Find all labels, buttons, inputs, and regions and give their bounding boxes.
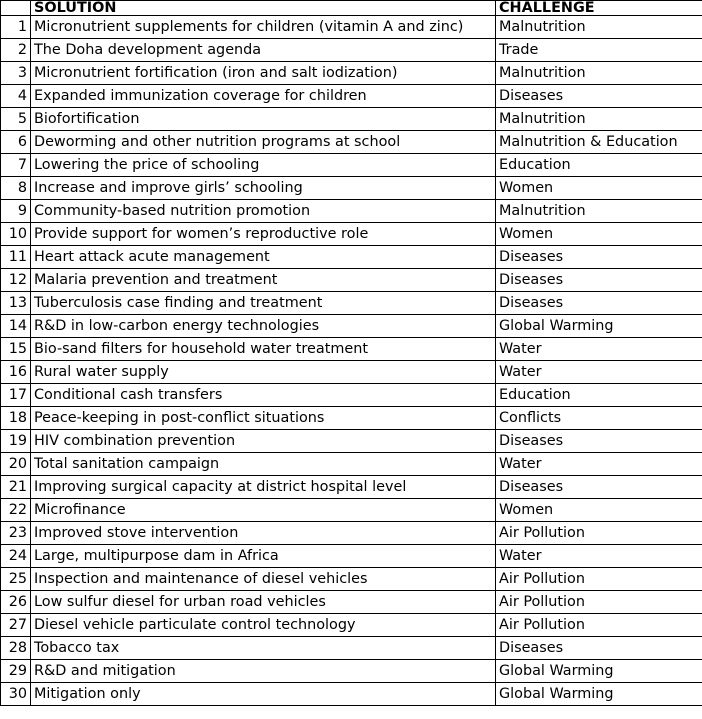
solution-cell: Micronutrient fortification (iron and salt iodization) <box>31 62 496 85</box>
row-number-cell: 20 <box>1 453 31 476</box>
challenge-cell: Women <box>496 499 702 522</box>
challenge-cell: Malnutrition <box>496 16 702 39</box>
challenge-header: CHALLENGE <box>496 1 702 16</box>
table-row <box>1 246 702 269</box>
challenge-cell: Diseases <box>496 292 702 315</box>
challenge-cell: Women <box>496 177 702 200</box>
table-row <box>1 16 702 39</box>
row-number-cell: 4 <box>1 85 31 108</box>
solution-cell: Total sanitation campaign <box>31 453 496 476</box>
table-row <box>1 269 702 292</box>
solution-cell: R&D and mitigation <box>31 660 496 683</box>
row-number-cell: 10 <box>1 223 31 246</box>
row-number-cell: 6 <box>1 131 31 154</box>
challenge-cell: Water <box>496 338 702 361</box>
table-row <box>1 407 702 430</box>
row-number-cell: 16 <box>1 361 31 384</box>
row-number-cell: 9 <box>1 200 31 223</box>
table-row <box>1 338 702 361</box>
table-row <box>1 200 702 223</box>
solution-cell: The Doha development agenda <box>31 39 496 62</box>
challenge-cell: Conflicts <box>496 407 702 430</box>
table-row <box>1 384 702 407</box>
solution-cell: Microfinance <box>31 499 496 522</box>
table-row <box>1 62 702 85</box>
challenge-cell: Diseases <box>496 476 702 499</box>
table-row <box>1 108 702 131</box>
solution-header: SOLUTION <box>31 1 496 16</box>
row-number-cell: 22 <box>1 499 31 522</box>
challenge-cell: Water <box>496 545 702 568</box>
row-number-cell: 2 <box>1 39 31 62</box>
row-number-cell: 19 <box>1 430 31 453</box>
row-number-cell: 28 <box>1 637 31 660</box>
row-number-cell: 3 <box>1 62 31 85</box>
row-number-cell: 23 <box>1 522 31 545</box>
row-number-cell: 18 <box>1 407 31 430</box>
table-row <box>1 637 702 660</box>
challenge-cell: Global Warming <box>496 660 702 683</box>
challenge-cell: Global Warming <box>496 315 702 338</box>
solution-cell: HIV combination prevention <box>31 430 496 453</box>
solution-cell: Tobacco tax <box>31 637 496 660</box>
challenge-cell: Education <box>496 154 702 177</box>
table-row <box>1 522 702 545</box>
challenge-cell: Women <box>496 223 702 246</box>
table-row <box>1 499 702 522</box>
solution-cell: Improving surgical capacity at district hospital level <box>31 476 496 499</box>
solution-cell: Conditional cash transfers <box>31 384 496 407</box>
table-row <box>1 453 702 476</box>
solution-cell: Heart attack acute management <box>31 246 496 269</box>
challenge-cell: Air Pollution <box>496 522 702 545</box>
solution-cell: Biofortification <box>31 108 496 131</box>
table-row <box>1 476 702 499</box>
row-number-cell: 5 <box>1 108 31 131</box>
header-row <box>1 1 702 16</box>
solution-cell: R&D in low-carbon energy technologies <box>31 315 496 338</box>
row-number-cell: 14 <box>1 315 31 338</box>
solution-cell: Bio-sand filters for household water treatment <box>31 338 496 361</box>
challenge-cell: Education <box>496 384 702 407</box>
challenge-cell: Trade <box>496 39 702 62</box>
solution-cell: Malaria prevention and treatment <box>31 269 496 292</box>
table-row <box>1 591 702 614</box>
challenge-cell: Diseases <box>496 246 702 269</box>
row-number-cell: 11 <box>1 246 31 269</box>
solution-cell: Large, multipurpose dam in Africa <box>31 545 496 568</box>
table-row <box>1 614 702 637</box>
row-number-cell: 12 <box>1 269 31 292</box>
table-row <box>1 223 702 246</box>
solution-cell: Low sulfur diesel for urban road vehicles <box>31 591 496 614</box>
challenge-cell: Diseases <box>496 430 702 453</box>
table-row <box>1 430 702 453</box>
number-header <box>1 1 31 16</box>
row-number-cell: 7 <box>1 154 31 177</box>
challenge-cell: Malnutrition <box>496 200 702 223</box>
table-row <box>1 660 702 683</box>
table-row <box>1 85 702 108</box>
table-row <box>1 154 702 177</box>
challenge-cell: Diseases <box>496 637 702 660</box>
challenge-cell: Water <box>496 453 702 476</box>
row-number-cell: 26 <box>1 591 31 614</box>
solution-cell: Deworming and other nutrition programs at school <box>31 131 496 154</box>
challenge-cell: Water <box>496 361 702 384</box>
solution-cell: Inspection and maintenance of diesel vehicles <box>31 568 496 591</box>
solution-cell: Improved stove intervention <box>31 522 496 545</box>
row-number-cell: 27 <box>1 614 31 637</box>
solution-cell: Lowering the price of schooling <box>31 154 496 177</box>
solution-cell: Micronutrient supplements for children (vitamin A and zinc) <box>31 16 496 39</box>
challenge-cell: Global Warming <box>496 683 702 706</box>
row-number-cell: 13 <box>1 292 31 315</box>
solution-cell: Diesel vehicle particulate control technology <box>31 614 496 637</box>
challenge-cell: Malnutrition <box>496 108 702 131</box>
row-number-cell: 30 <box>1 683 31 706</box>
challenge-cell: Malnutrition <box>496 62 702 85</box>
solution-cell: Peace-keeping in post-conflict situations <box>31 407 496 430</box>
row-number-cell: 1 <box>1 16 31 39</box>
row-number-cell: 17 <box>1 384 31 407</box>
row-number-cell: 25 <box>1 568 31 591</box>
row-number-cell: 24 <box>1 545 31 568</box>
solution-cell: Tuberculosis case finding and treatment <box>31 292 496 315</box>
table-body <box>1 16 702 706</box>
table-row <box>1 545 702 568</box>
solution-cell: Community-based nutrition promotion <box>31 200 496 223</box>
table-row <box>1 568 702 591</box>
table-row <box>1 315 702 338</box>
row-number-cell: 15 <box>1 338 31 361</box>
table-row <box>1 177 702 200</box>
row-number-cell: 21 <box>1 476 31 499</box>
table-row <box>1 39 702 62</box>
table-row <box>1 292 702 315</box>
solution-cell: Mitigation only <box>31 683 496 706</box>
table-row <box>1 131 702 154</box>
challenge-cell: Malnutrition & Education <box>496 131 702 154</box>
challenge-cell: Air Pollution <box>496 614 702 637</box>
row-number-cell: 8 <box>1 177 31 200</box>
table-row <box>1 683 702 706</box>
challenge-cell: Air Pollution <box>496 591 702 614</box>
solution-cell: Provide support for women’s reproductive role <box>31 223 496 246</box>
solution-cell: Expanded immunization coverage for children <box>31 85 496 108</box>
row-number-cell: 29 <box>1 660 31 683</box>
challenge-cell: Air Pollution <box>496 568 702 591</box>
table-row <box>1 361 702 384</box>
solution-cell: Rural water supply <box>31 361 496 384</box>
challenge-cell: Diseases <box>496 269 702 292</box>
challenge-cell: Diseases <box>496 85 702 108</box>
solution-cell: Increase and improve girls’ schooling <box>31 177 496 200</box>
